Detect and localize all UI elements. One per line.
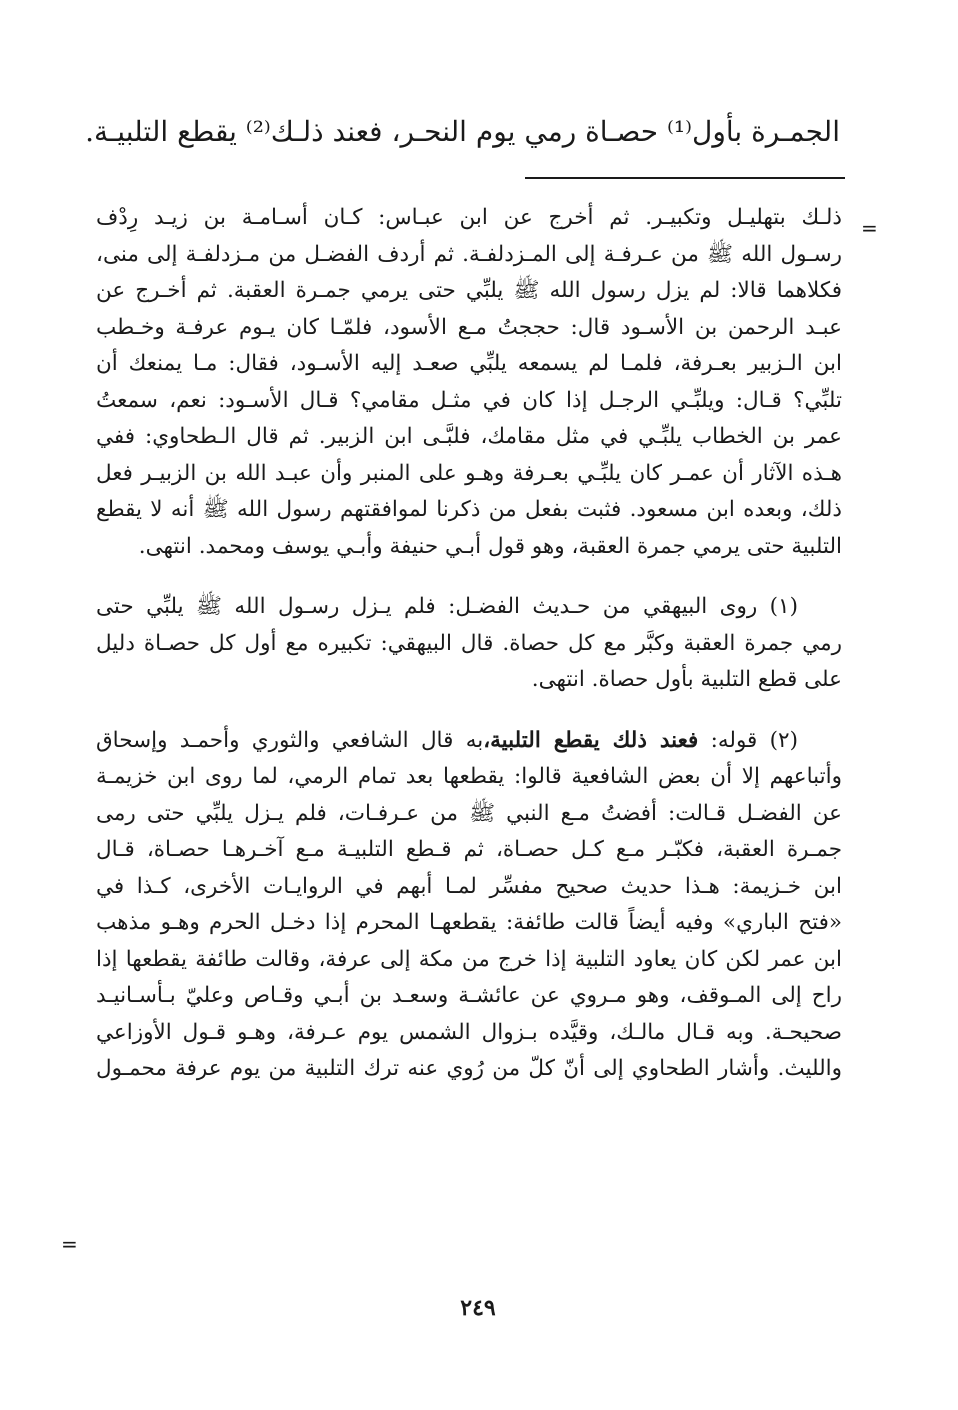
footnote-line: (١) روى البيهقي من حـديث الفضـل: فلم يـزل رسـول الله ﷺ يلبِّي حتى [96,594,798,619]
separator-rule [525,177,845,179]
footnote-quote: فعند ذلك يقطع التلبية، [483,727,699,753]
footnote-line: ابن عمر لكن كان يعاود التلبية إذا خرج من مكة إلى عرفة، وقالت طائفة يقطعها إذا [96,946,842,972]
commentary-continuation [96,200,842,565]
footnote-line: والليث. وأشار الطحاوي إلى أنّ كلّ من رُوي عنه ترك التلبية من يوم عرفة محمـول [96,1056,842,1081]
commentary-line: التلبية حتى يرمي جمرة العقبة، وهو قول أبـي حنيفة وأبـي يوسف ومحمد. انتهى. [138,533,842,559]
main-text: الجمـرة بأول⁽¹⁾ حصـاة رمي يوم النحـر، فعند ذلـك⁽²⁾ يقطع التلبيـة. [85,115,840,148]
footnote-line: «فتح الباري» وفيه أيضاً قالت طائفة: يقطعهـا المحرم إذا دخـل الحرم وهـو مذهب [96,910,842,935]
footnote-1 [96,589,842,699]
footnote-label: (٢) قوله: [710,727,798,753]
footnote-line: صحيحـة. وبه قـال مالـك، وقيَّده بـزوال الشمس يوم عـرفة، وهـو قـول الأوزاعي [96,1019,842,1045]
footnote-line: راح إلى المـوقف، وهو مـروي عن عائشـة وسعـد بن أبـي وقـاص وعليّ بـأسـانيـد [96,983,842,1008]
paragraph-gap [96,699,842,723]
commentary-line: تلبِّي؟ قـال: ويلبِّـي الرجـل إذا كان في مثـل مقامي؟ قـال الأسـود: نعم، سمعتُ [96,387,842,413]
footnote-line: رمي جمرة العقبة وكبَّر مع كل حصاة. قال البيهقي: تكبيره مع أول كل حصـاة دليل [96,630,842,656]
continuation-marker-top: = [861,216,878,240]
footnote-line: وأتباعهم إلا أن بعض الشافعية قالوا: يقطعها بعد تمام الرمي، لما روى ابن خزيمـة [96,764,842,789]
commentary-line: ابن الـزبير بعـرفة، فلمـا لم يسمعه يلبِّي صعـد إليه الأسـود، فقال: مـا يمنعك أن [96,351,842,376]
footnote-line: جمـرة العقبة، فكبّـر مـع كـل حصـاة، ثم قـطع التلبيـة مـع آخـرهـا حصـاة، قـال [96,837,842,862]
commentary-line: عبـد الرحمن بن الأسـود قال: حججتُ مـع الأسود، فلمّـا كان يـوم عرفـة وخـطب [96,314,842,340]
footnote-line: ابن خـزيمة: هـذا حديث صحيح مفسِّر لمـا أبهم في الروايـات الأخرى، كـذا في [96,873,842,899]
notes-block [96,200,842,1088]
commentary-line: رسـول الله ﷺ من عـرفـة إلى المـزدلفـة. ثم أردف الفضـل من مـزدلفـة إلى منى، [96,241,842,267]
footnote-line: عن الفضـل قـالت: أفضتُ مـع النبي ﷺ من عـرفـات، فلم يـزل يلبِّي حتى رمى [96,800,842,826]
commentary-line: ذلـك بتهليـل وتكبيـر. ثم أخرج عن ابن عبـاس: كـان أسـامـة بن زيـد رِدْف [96,205,842,230]
page-number: ٢٤٩ [460,1295,496,1321]
commentary-line: هـذه الآثار أن عمـر كان يلبِّـي بعـرفة وهـو على المنبر وأن عبـد الله بن الزبيـر فعل [96,460,842,486]
commentary-line: ذلك، وبعده ابن مسعود. فثبت بفعل من ذكرنا لموافقتهم رسول الله ﷺ أنه لا يقطع [96,497,842,522]
commentary-line: عمر بن الخطاب يلبِّـي في مثل مقامك، فلبَّـى ابن الزبير. ثم قال الـطحاوي: ففي [96,424,842,449]
footnote-text: به قال الشافعي والثوري وأحمـد وإسحاق [96,727,484,753]
footnote-2 [96,723,842,1088]
paragraph-gap [96,565,842,589]
footnote-line: على قطع التلبية بأول حصاة. انتهى. [531,667,842,692]
footnote-first-line [96,723,842,760]
continuation-marker-bottom: = [61,1232,78,1256]
commentary-line: فكلاهما قالا: لم يزل رسول الله ﷺ يلبِّي حتى يرمي جمـرة العقبة. ثم أخـرج عن [96,278,842,303]
